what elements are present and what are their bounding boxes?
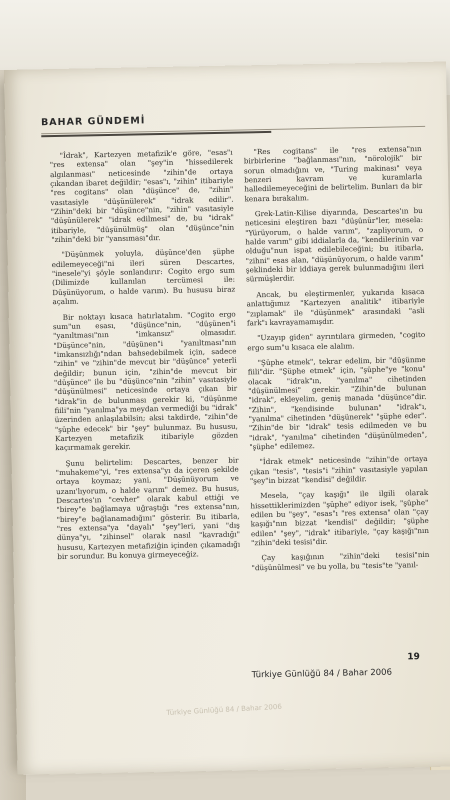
paragraph: Bir noktayı kısaca hatırlatalım. "Cogito ergo sum"un esası, "düşünce"nin, "düşünen"i "yanıltması"nın "imkansız" olmasıdır. "Düşünce"nin, "düşünen"i "yanıltması"nın "imkansızlığı"ndan bahsedebilmek için, sadece "zihin" ve "zihin"de mevcut bir "düşünce" yeterli değildir; bunun için, "zihin"de mevcut bir "düşünce" ile bu "düşünce"nin "zihin" vasıtasiyle "düşünülmesi" neticesinde ortaya çıkan bir "idrak"in de bulunması gerekir ki, "düşünme fiili"nin "yanılma"ya meydan vermediği bu "idrak" üzerinden anlaşılabilsin; aksi takdirde, "zihin"de "şüphe edecek" bir "şey" bulunmaz. Bu hususu, Kartezyen metafizik itibariyle gözden kaçırmamak gerekir. [52, 309, 239, 453]
paragraph: Grek-Latin-Kilise diyarında, Descartes'ın bu neticesini eleştiren bazı "düşünür"ler, mesela: "Yürüyorum, o halde varım", "zapliyorum, o halde varım" gibi iddialarla da, "kendilerinin var olduğu"nun ispat edilebileceğini; bu itibarla, "zihni" esas alan, "düşünüyorum, o halde varım" şeklindeki bir iddiaya gerek bulunmadığını ileri sürmüşlerdir. [244, 206, 424, 284]
paragraph: Çay kaşığının "zihin"deki tesisi"nin "düşünülmesi" ve bu yolla, bu "tesis"te "yanıl- [251, 550, 430, 573]
paragraph: "Düşünmek yoluyla, düşünce'den şüphe edilemeyeceği"ni ileri süren Descartes, "inesele"yi şöyle sonlandırır: Cogito ergo sum (Dilimizde kullanılan tercümesi ile: Düşünüyorum, o halde varım). Bu hususu biraz açalım. [51, 247, 236, 307]
paragraph: Mesela, "çay kaşığı" ile ilgili olarak hissettiklerimizden "şüphe" ediyor isek, "şüphe" edilen bu "şey", "esas"ı "res extensa" olan "çay kaşığı"nın bizzat "kendisi" değildir; "şüphe edilen" "şey", "idrak" itibariyle, "çay kaşığı"nın "zihin"deki tesisi"dir. [250, 488, 429, 548]
paragraph: "Uzayıp giden" ayrıntılara girmeden, "cogito ergo sum"u kısaca ele alalım. [247, 330, 426, 352]
journal-footer: Türkiye Günlüğü 84 / Bahar 2006 [251, 667, 393, 681]
paragraph: "Res cogitans" ile "res extensa"nın birbirlerine "bağlanması"nın, "nörolojik" bir sorun olmadığını ve, "Turing makinası" veya benzeri kavram ve kuramlarla halledilemeyeceğini de belirtelim. Bunları da bir kenara bırakalım. [243, 143, 423, 204]
paragraph: "Şüphe etmek", tekrar edelim, bir "düşünme fiili"dir. "Şüphe etmek" için, "şüphe"ye "konu" olacak "idrak"ın, "yanılma" cihetinden "düşünülmesi" gerekir. "Zihin"de bulunan "idrak", ekleyelim, geniş manada "düşünce"dir. "Zihin", "kendisinde bulunan" "idrak"ı, "yanılma" cihetinden "düşünerek" "şüphe eder". "Zihin"de bir "idrak" tesis edilmeden ve bu "idrak", "yanılma" cihetinden "düşünülmeden", "şüphe" edilemez. [247, 354, 428, 452]
paragraph: "İdrak", Kartezyen metafizik'e göre, "esas"ı "res extensa" olan "şey"in "hissedilerek algılanması" neticesinde "zihin"de ortaya çıkandan ibaret değildir; "esas"ı, "zihin" itibariyle "res cogitans" olan "düşünce" de, "zihin" vasıtasiyle "düşünülerek" "idrak edilir". "Zihin"deki bir "düşünce"nin, "zihin" vasıtasiyle "düşünülerek" "idrak edilmesi" de, bu "idrak" itibariyle, "düşünülmüş" olan "düşünce"nin "zihin"deki bir "yansıması"dır. [49, 147, 235, 245]
paragraph: Ancak, bu eleştirmenler, yukarıda kısaca anlattığımız "Kartezyen analitik" itibariyle "zıplamak" ile "düşünmek" arasındaki "asli fark"ı kavrayamamışdır. [246, 286, 425, 328]
paragraph: Şunu belirtelim: Descartes, benzer bir "muhakeme"yi, "res extensa"yı da içeren şekilde ortaya koymaz; yani, "Düşünüyorum ve uzanı'lıyorum, o halde varım" demez. Bu husus, Descartes'ın "cevher" olarak kabul ettiği ve "birey"e bağlamaya uğraştığı "res extensa"nın, "birey"e bağlanamadığını" gösterir. Bu itibarla, "res extensa"ya "dayalı" "şey"leri, yani "dış dünya"yı, "zihinsel" olarak nasıl "kavradığı" hususu, Kartezyen metafiziğin içinden çıkamadığı bir sorundur. Bu konuya girmeyeceğiz. [55, 455, 241, 562]
running-head: BAHAR GÜNDEMİ [40, 115, 146, 129]
show-through-text: Türkiye Günlüğü 84 / Bahar 2006 [166, 702, 283, 718]
magazine-page [4, 62, 450, 775]
right-column [244, 144, 430, 578]
left-column [50, 148, 241, 568]
page-number: 19 [407, 652, 420, 663]
paragraph: "İdrak etmek" neticesinde "zihin"de ortaya çıkan "tesis", "tesis"i "zihin" vasıtasiyle yapılan "şey"in bizzat "kendisi" değildir. [249, 454, 428, 486]
